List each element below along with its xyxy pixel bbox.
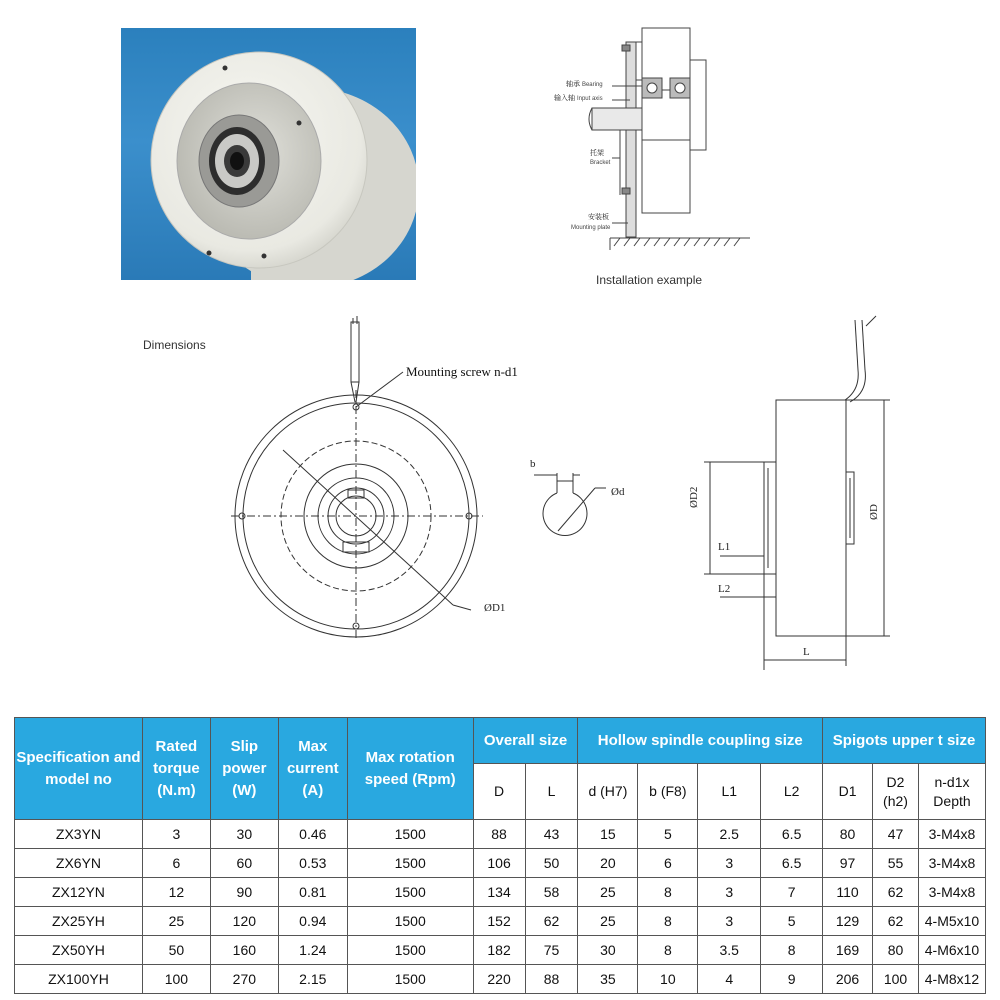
table-cell: 15 (578, 820, 638, 849)
installation-diagram (550, 20, 750, 270)
table-cell: 75 (525, 936, 578, 965)
header-max-current: Max current (A) (278, 718, 347, 820)
mounting-plate-label-cn: 安装板 (588, 214, 609, 221)
table-cell: 1500 (347, 849, 473, 878)
table-cell: 12 (142, 878, 210, 907)
installation-caption: Installation example (596, 273, 703, 287)
table-cell: 120 (210, 907, 278, 936)
header-slip-power: Slip power (W) (210, 718, 278, 820)
table-cell: 129 (823, 907, 873, 936)
bracket-label-en: Bracket (590, 160, 611, 166)
dimensions-caption: Dimensions (143, 338, 206, 352)
subheader-nd1: n-d1x Depth (918, 764, 985, 820)
table-cell: 8 (761, 936, 823, 965)
table-cell: 3 (698, 849, 761, 878)
subheader-L: L (525, 764, 578, 820)
subheader-D: D (473, 764, 525, 820)
table-cell: 3-M4x8 (918, 878, 985, 907)
table-cell: 62 (873, 907, 919, 936)
table-row (15, 936, 986, 965)
table-cell: 4-M6x10 (918, 936, 985, 965)
table-cell: 169 (823, 936, 873, 965)
shaft-detail-drawing (520, 455, 640, 545)
table-cell: 0.53 (278, 849, 347, 878)
table-cell: 7 (761, 878, 823, 907)
table-cell: 0.94 (278, 907, 347, 936)
table-cell: 50 (525, 849, 578, 878)
table-cell: 30 (578, 936, 638, 965)
header-torque: Rated torque (N.m) (142, 718, 210, 820)
mounting-plate-label-en: Mounting plate (571, 225, 611, 231)
table-row (15, 849, 986, 878)
table-cell: 6 (142, 849, 210, 878)
table-cell: 62 (873, 878, 919, 907)
table-cell: 55 (873, 849, 919, 878)
table-cell: ZX50YH (15, 936, 143, 965)
table-cell: 106 (473, 849, 525, 878)
table-row (15, 965, 986, 994)
subheader-L1: L1 (698, 764, 761, 820)
input-axis-label: 输入轴 Input axis (554, 95, 603, 102)
table-cell: 88 (525, 965, 578, 994)
table-cell: 58 (525, 878, 578, 907)
l1-label: L1 (718, 541, 731, 553)
table-cell: 88 (473, 820, 525, 849)
header-spigots: Spigots upper t size (823, 718, 986, 764)
table-cell: 182 (473, 936, 525, 965)
table-cell: 3-M4x8 (918, 820, 985, 849)
table-cell: 1500 (347, 907, 473, 936)
table-cell: 6 (638, 849, 698, 878)
table-cell: 50 (142, 936, 210, 965)
table-cell: 1500 (347, 965, 473, 994)
mounting-screw-label: Mounting screw n-d1 (406, 364, 518, 379)
table-cell: 30 (210, 820, 278, 849)
table-cell: 20 (578, 849, 638, 878)
table-cell: 3 (698, 907, 761, 936)
table-cell: 6.5 (761, 820, 823, 849)
table-cell: 3 (142, 820, 210, 849)
table-cell: 0.81 (278, 878, 347, 907)
table-cell: 97 (823, 849, 873, 878)
table-cell: 152 (473, 907, 525, 936)
header-model: Specification and model no (15, 718, 143, 820)
table-cell: 80 (823, 820, 873, 849)
d1-label: ØD1 (484, 602, 506, 614)
header-max-speed: Max rotation speed (Rpm) (347, 718, 473, 820)
table-cell: 25 (578, 907, 638, 936)
table-cell: ZX12YN (15, 878, 143, 907)
side-view-drawing (680, 310, 890, 670)
table-cell: 110 (823, 878, 873, 907)
table-cell: 6.5 (761, 849, 823, 878)
table-cell: 160 (210, 936, 278, 965)
table-cell: 1500 (347, 936, 473, 965)
table-cell: 206 (823, 965, 873, 994)
table-cell: 43 (525, 820, 578, 849)
l2-label: L2 (718, 583, 731, 595)
D-label: ØD (868, 504, 880, 520)
table-cell: 8 (638, 907, 698, 936)
table-cell: 90 (210, 878, 278, 907)
table-cell: 270 (210, 965, 278, 994)
d2-label: ØD2 (688, 486, 700, 508)
table-row (15, 878, 986, 907)
table-cell: 3.5 (698, 936, 761, 965)
table-cell: 8 (638, 878, 698, 907)
subheader-d: d (H7) (578, 764, 638, 820)
table-cell: 1.24 (278, 936, 347, 965)
subheader-L2: L2 (761, 764, 823, 820)
table-cell: 47 (873, 820, 919, 849)
table-cell: 0.46 (278, 820, 347, 849)
front-view-drawing (225, 310, 495, 640)
spec-table (14, 717, 986, 994)
table-cell: 5 (638, 820, 698, 849)
L-label: L (803, 646, 810, 658)
table-cell: 4-M8x12 (918, 965, 985, 994)
header-hollow-spindle: Hollow spindle coupling size (578, 718, 823, 764)
table-cell: 9 (761, 965, 823, 994)
table-cell: 220 (473, 965, 525, 994)
d-label: Ød (611, 486, 625, 498)
table-cell: 3 (698, 878, 761, 907)
bearing-label: 轴承 Bearing (566, 81, 603, 88)
table-cell: 4-M5x10 (918, 907, 985, 936)
table-cell: 134 (473, 878, 525, 907)
table-cell: 4 (698, 965, 761, 994)
table-cell: 5 (761, 907, 823, 936)
table-cell: 60 (210, 849, 278, 878)
header-overall-size: Overall size (473, 718, 578, 764)
table-cell: 80 (873, 936, 919, 965)
table-cell: 100 (873, 965, 919, 994)
table-cell: ZX25YH (15, 907, 143, 936)
table-cell: 2.5 (698, 820, 761, 849)
table-cell: ZX100YH (15, 965, 143, 994)
b-label: b (530, 458, 536, 470)
table-cell: 35 (578, 965, 638, 994)
subheader-D2: D2 (h2) (873, 764, 919, 820)
table-row (15, 907, 986, 936)
table-cell: 10 (638, 965, 698, 994)
bracket-label-cn: 托架 (590, 150, 604, 157)
table-cell: 25 (142, 907, 210, 936)
table-cell: 100 (142, 965, 210, 994)
table-cell: ZX6YN (15, 849, 143, 878)
product-photo (121, 28, 416, 280)
table-cell: ZX3YN (15, 820, 143, 849)
table-cell: 1500 (347, 820, 473, 849)
table-cell: 2.15 (278, 965, 347, 994)
table-cell: 1500 (347, 878, 473, 907)
table-cell: 8 (638, 936, 698, 965)
table-row (15, 820, 986, 849)
subheader-b: b (F8) (638, 764, 698, 820)
table-cell: 62 (525, 907, 578, 936)
table-cell: 25 (578, 878, 638, 907)
subheader-D1: D1 (823, 764, 873, 820)
table-cell: 3-M4x8 (918, 849, 985, 878)
